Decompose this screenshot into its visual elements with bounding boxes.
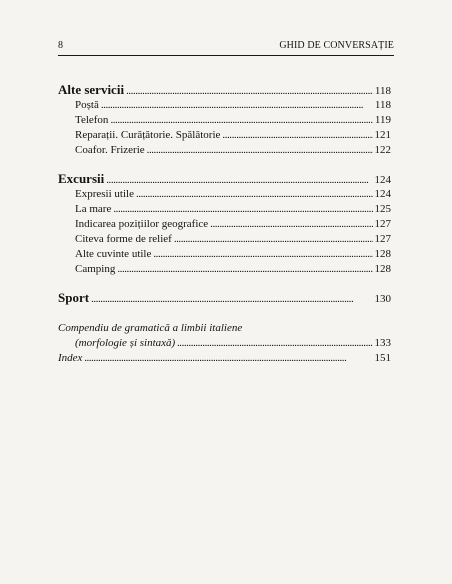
toc-entry[interactable]	[75, 187, 391, 201]
dot-leader	[222, 128, 372, 142]
dot-leader	[126, 83, 373, 99]
toc-entry-label: Indicarea pozițiilor geografice	[75, 218, 209, 230]
toc-entry[interactable]	[75, 98, 391, 112]
dot-leader	[174, 232, 373, 246]
toc-page-number: 124	[374, 174, 391, 186]
toc-entry-label: La mare	[75, 203, 112, 215]
toc-entry-label: Alte cuvinte utile	[75, 248, 152, 260]
toc-section-sport[interactable]	[58, 290, 391, 307]
dot-leader	[106, 172, 372, 188]
header-rule	[58, 55, 394, 56]
toc-section-excursii[interactable]	[58, 171, 391, 188]
dot-leader	[91, 291, 372, 307]
dot-leader	[117, 262, 372, 276]
toc-page-number: 127	[374, 218, 391, 230]
toc-entry[interactable]	[75, 143, 391, 157]
toc-page-number: 118	[374, 99, 391, 111]
toc-entry[interactable]	[75, 128, 391, 142]
toc-entry-label: Expresii utile	[75, 188, 134, 200]
toc-page-number: 127	[374, 233, 391, 245]
toc-page-number: 121	[374, 129, 391, 141]
toc-page-number: 124	[374, 188, 391, 200]
dot-leader	[136, 187, 373, 201]
toc-page-number: 122	[374, 144, 391, 156]
toc-section-alte-servicii[interactable]	[58, 82, 391, 99]
toc-entry[interactable]	[75, 217, 391, 231]
toc-entry[interactable]	[75, 247, 391, 261]
toc-entry[interactable]	[75, 262, 391, 276]
toc-entry[interactable]	[75, 113, 391, 127]
dot-leader	[113, 202, 372, 216]
toc-entry-label: Poștă	[75, 99, 99, 111]
toc-compendiu-entry[interactable]	[75, 336, 391, 350]
page-header	[58, 39, 394, 53]
toc-page-number: 128	[374, 263, 391, 275]
toc-page-number: 130	[374, 293, 391, 305]
toc-page-number: 133	[374, 337, 391, 349]
toc-compendiu-line1[interactable]: Compendiu de gramatică a limbii italiene	[58, 322, 243, 334]
dot-leader	[101, 98, 373, 112]
toc-section-title: Alte servicii	[58, 82, 125, 97]
toc-page-number: 128	[374, 248, 391, 260]
toc-entry-label: Citeva forme de relief	[75, 233, 172, 245]
dot-leader	[110, 113, 372, 127]
toc-page-number: 125	[374, 203, 391, 215]
toc-entry-label: Coafor. Frizerie	[75, 144, 145, 156]
dot-leader	[84, 351, 372, 365]
dot-leader	[177, 336, 372, 350]
toc-entry-label: Telefon	[75, 114, 109, 126]
dot-leader	[153, 247, 372, 261]
toc-entry-label: (morfologie și sintaxă)	[75, 337, 176, 349]
toc-section-title: Excursii	[58, 171, 105, 186]
toc-entry-label: Camping	[75, 263, 116, 275]
toc-entry-label: Index	[58, 352, 83, 364]
toc-page-number: 151	[374, 352, 391, 364]
toc-page-number: 118	[374, 85, 391, 97]
toc-section-title: Sport	[58, 290, 90, 305]
toc-entry[interactable]	[75, 232, 391, 246]
toc-page-number: 119	[374, 114, 391, 126]
toc-entry-label: Reparații. Curățătorie. Spălătorie	[75, 129, 221, 141]
toc-index-entry[interactable]	[58, 351, 391, 365]
dot-leader	[147, 143, 373, 157]
page-number: 8	[58, 40, 63, 51]
running-head: GHID DE CONVERSAȚIE	[279, 40, 394, 51]
toc-entry[interactable]	[75, 202, 391, 216]
dot-leader	[210, 217, 372, 231]
